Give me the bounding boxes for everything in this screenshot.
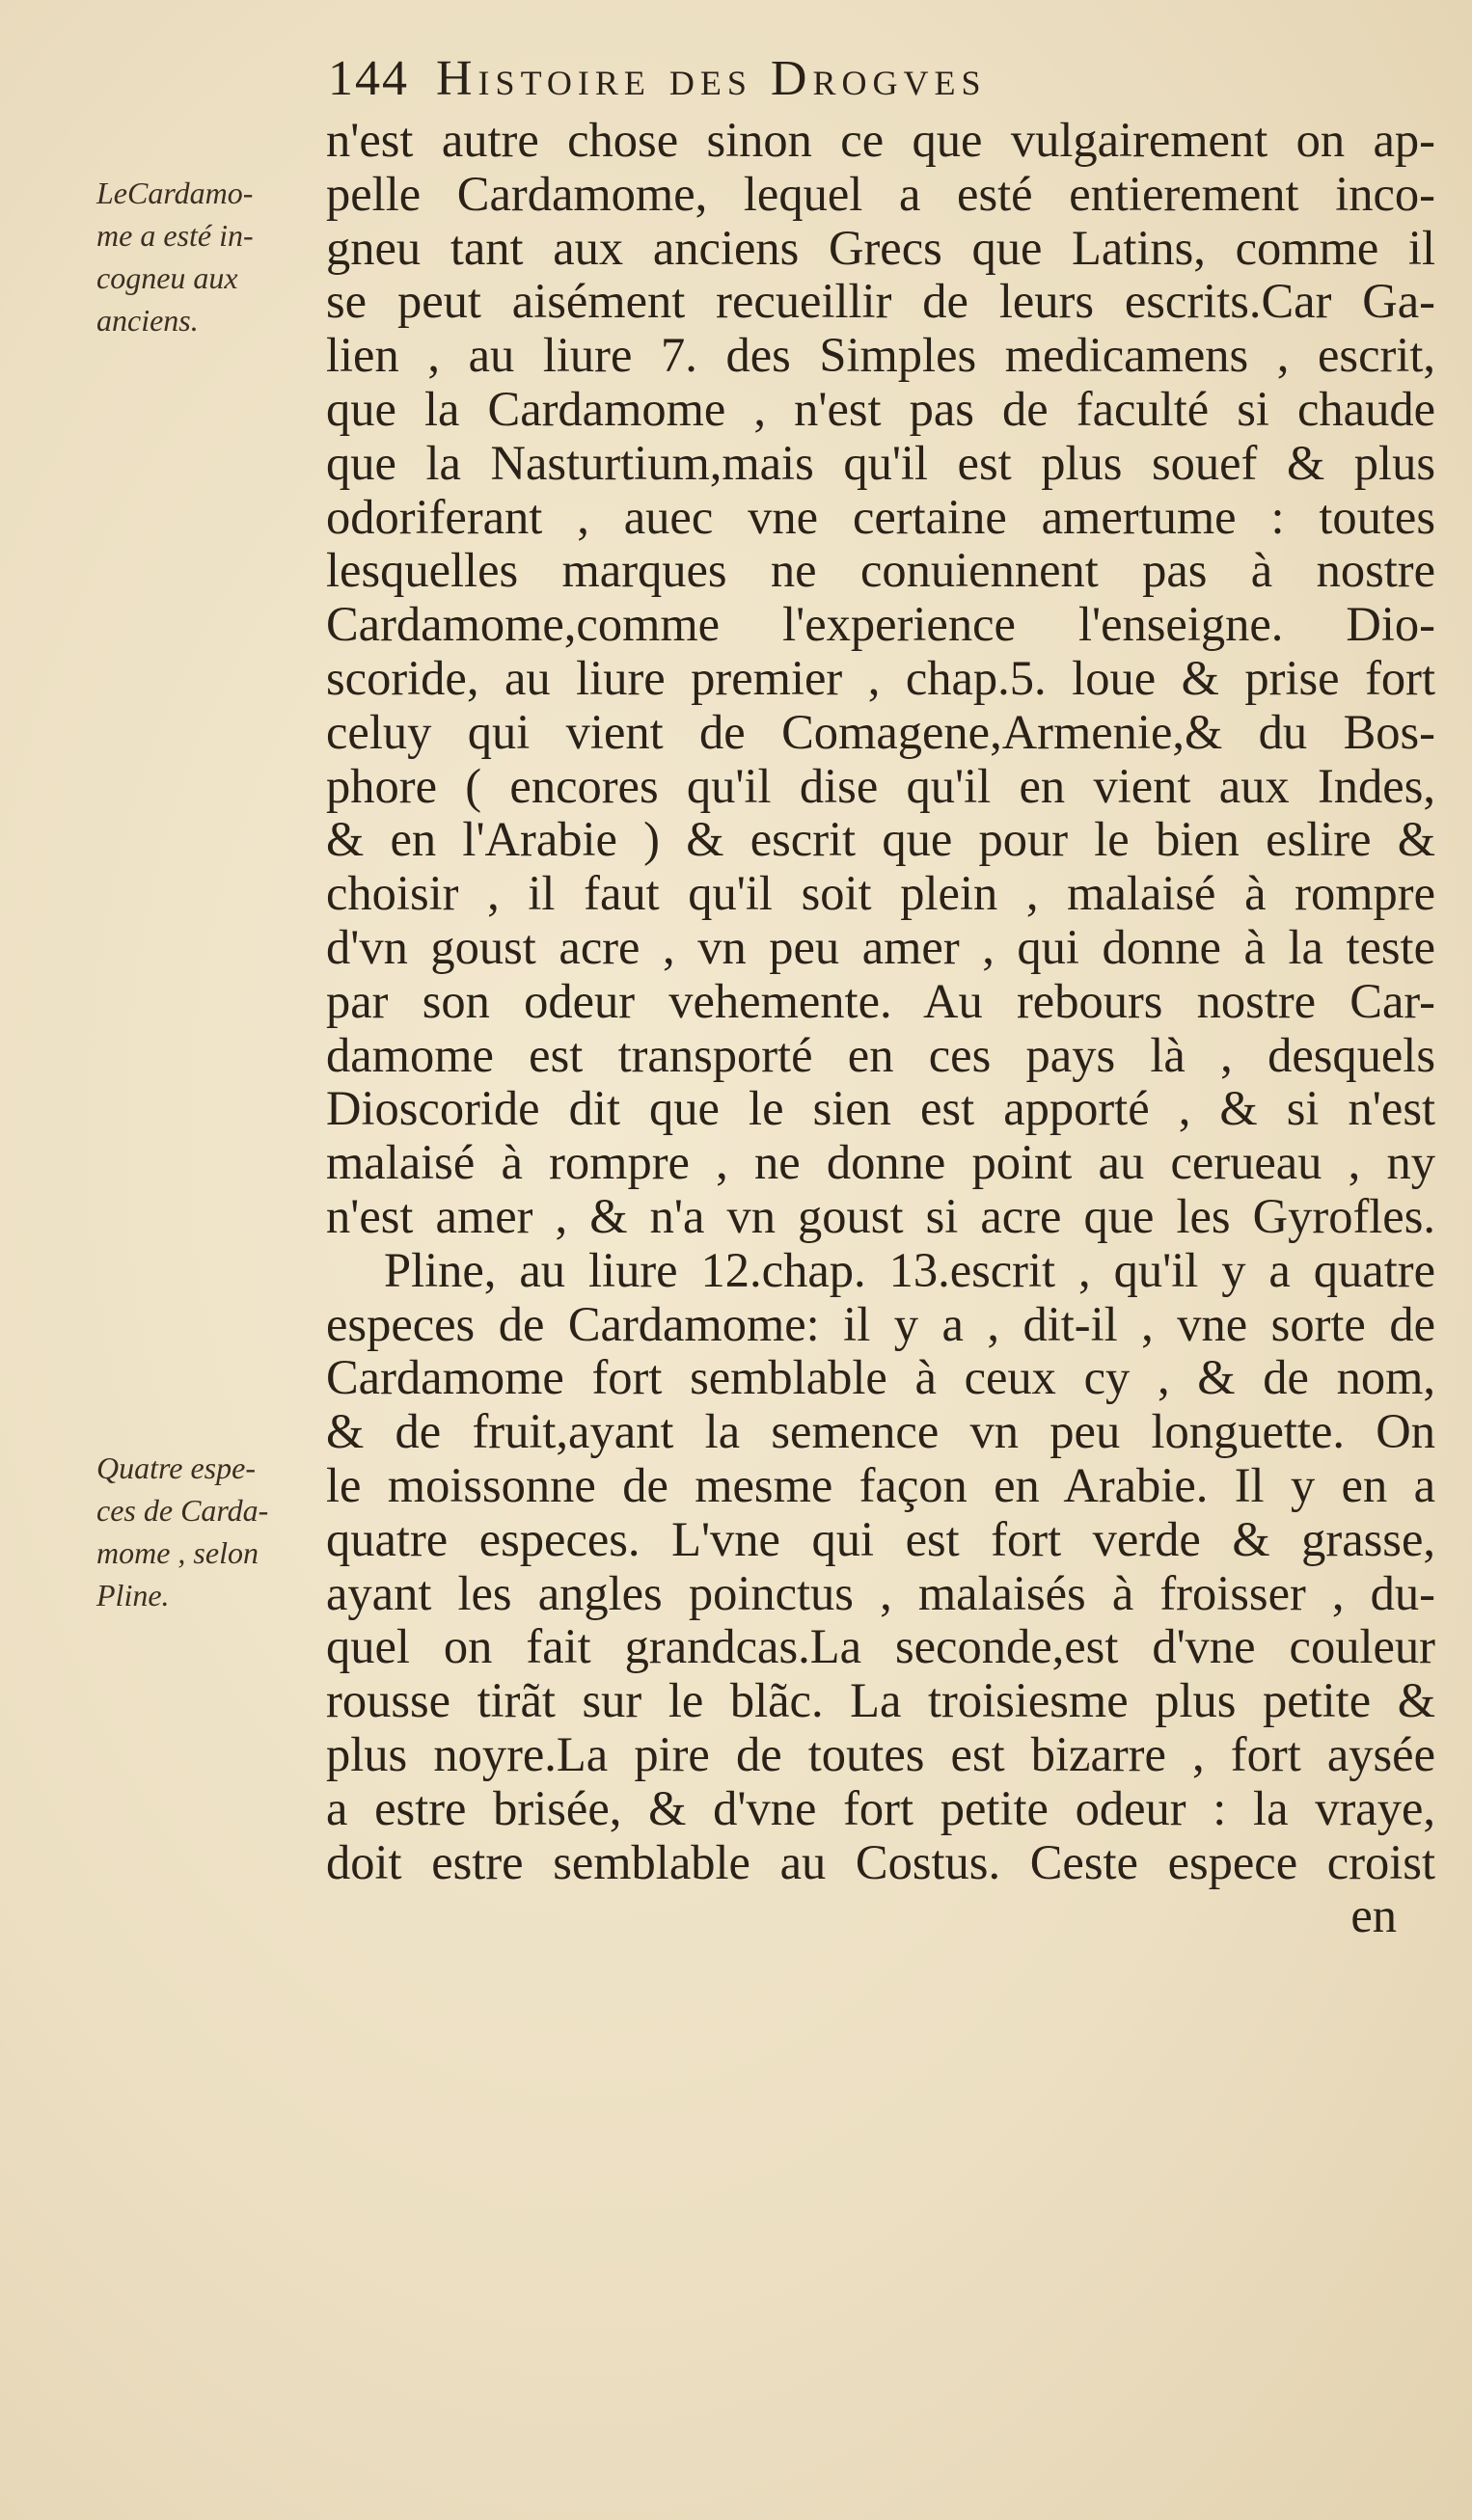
- margin-note-line: ces de Carda-: [96, 1493, 269, 1528]
- text-line: phore ( encores qu'il dise qu'il en vient aux Indes,: [326, 758, 1435, 813]
- text-line: plus noyre.La pire de toutes est bizarre , fort aysée: [326, 1726, 1435, 1781]
- text-line: quatre especes. L'vne qui est fort verde & grasse,: [326, 1511, 1435, 1566]
- text-line: rousse tirãt sur le blãc. La troisiesme plus petite &: [326, 1673, 1435, 1728]
- text-line: quel on fait grandcas.La seconde,est d'vne couleur: [326, 1619, 1435, 1674]
- text-line: que la Cardamome , n'est pas de faculté si chaude: [326, 381, 1435, 436]
- text-line: n'est autre chose sinon ce que vulgairement on ap-: [326, 113, 1435, 167]
- text-line: Cardamome fort semblable à ceux cy , & de nom,: [326, 1350, 1435, 1405]
- text-line: celuy qui vient de Comagene,Armenie,& du Bos-: [326, 704, 1435, 759]
- text-line: d'vn goust acre , vn peu amer , qui donne à la teste: [326, 919, 1435, 974]
- text-line: n'est amer , & n'a vn goust si acre que les Gyrofles.: [326, 1188, 1435, 1243]
- text-line: Cardamome,comme l'experience l'enseigne. Dio-: [326, 597, 1435, 652]
- margin-note-line: Pline.: [96, 1578, 170, 1612]
- text-line: ayant les angles poinctus , malaisés à froisser , du-: [326, 1565, 1435, 1620]
- text-line: pelle Cardamome, lequel a esté entierement inco-: [326, 166, 1435, 221]
- margin-note-line: cogneu aux: [96, 260, 238, 295]
- text-line: choisir , il faut qu'il soit plein , malaisé à rompre: [326, 866, 1435, 921]
- text-line: scoride, au liure premier , chap.5. loue & prise fort: [326, 650, 1435, 705]
- body-text: [326, 114, 1435, 1943]
- margin-note-cardamome-unknown: [96, 172, 338, 341]
- text-line: especes de Cardamome: il y a , dit-il , vne sorte de: [326, 1296, 1435, 1351]
- catchword: en: [1350, 1888, 1397, 1943]
- text-line: doit estre semblable au Costus. Ceste espece croist: [326, 1834, 1435, 1889]
- margin-note-line: LeCardamo-: [96, 176, 254, 210]
- margin-note-four-species: [96, 1447, 338, 1616]
- text-line: & en l'Arabie ) & escrit que pour le bien eslire &: [326, 812, 1435, 867]
- text-line: que la Nasturtium,mais qu'il est plus souef & plus: [326, 435, 1435, 490]
- text-line: le moissonne de mesme façon en Arabie. Il y en a: [326, 1457, 1435, 1512]
- text-line: a estre brisée, & d'vne fort petite odeur : la vraye,: [326, 1780, 1435, 1835]
- running-title: Histoire des Drogves: [436, 51, 987, 106]
- text-line: lien , au liure 7. des Simples medicamens , escrit,: [326, 328, 1435, 383]
- text-line: odoriferant , auec vne certaine amertume : toutes: [326, 489, 1435, 544]
- text-line: malaisé à rompre , ne donne point au cerueau , ny: [326, 1135, 1435, 1190]
- text-line: Pline, au liure 12.chap. 13.escrit , qu'il y a quatre: [384, 1242, 1435, 1297]
- margin-note-line: Quatre espe-: [96, 1450, 256, 1485]
- text-line: gneu tant aux anciens Grecs que Latins, comme il: [326, 220, 1435, 275]
- text-line: & de fruit,ayant la semence vn peu longuette. On: [326, 1404, 1435, 1459]
- text-line: Dioscoride dit que le sien est apporté , & si n'est: [326, 1081, 1435, 1136]
- text-line: par son odeur vehemente. Au rebours nostre Car-: [326, 973, 1435, 1028]
- text-line: damome est transporté en ces pays là , desquels: [326, 1027, 1435, 1082]
- margin-note-line: mome , selon: [96, 1535, 259, 1570]
- margin-note-line: anciens.: [96, 303, 199, 338]
- page-header: [328, 50, 1379, 107]
- text-line: se peut aisément recueillir de leurs escrits.Car Ga-: [326, 274, 1435, 329]
- page-number: 144: [328, 51, 409, 106]
- text-line: lesquelles marques ne conuiennent pas à nostre: [326, 543, 1435, 598]
- margin-note-line: me a esté in-: [96, 218, 254, 253]
